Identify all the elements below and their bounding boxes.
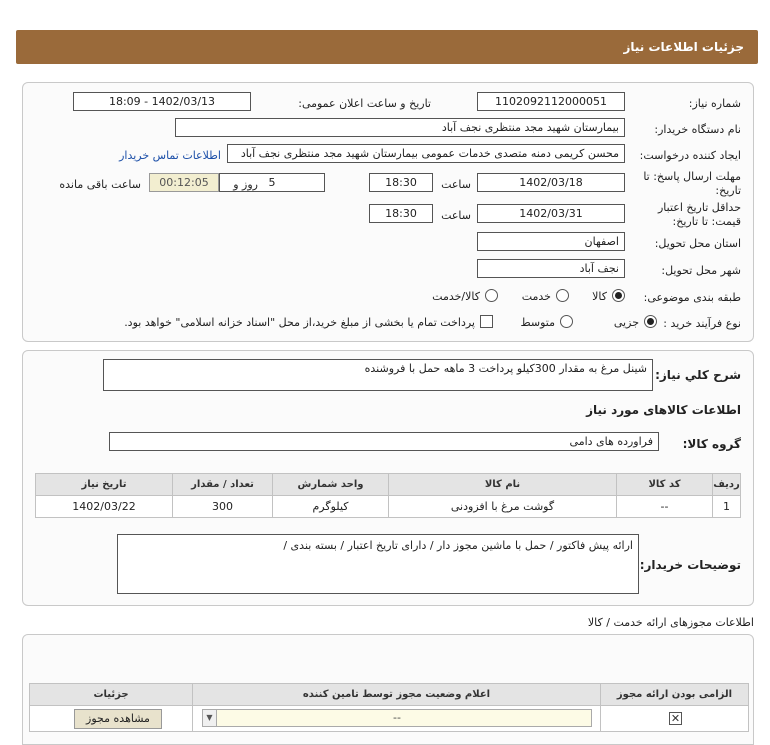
creator-field: محسن کریمی دمنه متصدی خدمات عمومی بیمارستان شهید مجد منتظری نجف آباد xyxy=(227,144,625,163)
permit-status-select[interactable] xyxy=(202,709,592,727)
cell-code: -- xyxy=(617,496,713,518)
announce-label: تاریخ و ساعت اعلان عمومی: xyxy=(298,97,431,110)
cell-date: 1402/03/22 xyxy=(36,496,173,518)
days-field: 5 xyxy=(219,173,325,192)
validity-time-label: ساعت xyxy=(441,209,471,222)
permits-title: اطلاعات مجوزهای ارائه خدمت / کالا xyxy=(587,616,754,629)
table-row xyxy=(36,496,741,518)
permit-required-checkbox[interactable]: ✕ xyxy=(670,712,681,725)
col-quantity: تعداد / مقدار xyxy=(173,474,273,496)
goods-group-field: فراورده های دامی xyxy=(109,432,659,451)
deadline-time-label: ساعت xyxy=(441,178,471,191)
need-number-field: 1102092112000051 xyxy=(477,92,625,111)
deadline-date-field: 1402/03/18 xyxy=(477,173,625,192)
goods-table xyxy=(35,473,741,518)
creator-label: ایجاد کننده درخواست: xyxy=(639,149,741,162)
buyer-notes-field: ارائه پیش فاکتور / حمل با ماشین مجوز دار / دارای تاریخ اعتبار / بسته بندی / xyxy=(117,534,639,594)
summary-panel xyxy=(22,350,754,606)
days-label: روز و xyxy=(233,178,258,191)
buyer-org-label: نام دستگاه خریدار: xyxy=(654,123,741,136)
col-permit-status: اعلام وضعیت مجوز توسط تامین کننده xyxy=(193,684,601,706)
need-info-panel xyxy=(22,82,754,342)
category-label: طبقه بندی موضوعی: xyxy=(643,291,741,304)
col-unit: واحد شمارش xyxy=(273,474,389,496)
treasury-payment-checkbox[interactable] xyxy=(480,315,493,328)
permit-status-value: -- xyxy=(393,711,401,724)
treasury-payment-note: پرداخت تمام یا بخشی از مبلغ خرید،از محل "اسناد خزانه اسلامی" خواهد بود. xyxy=(124,316,475,329)
process-label: نوع فرآیند خرید : xyxy=(663,317,741,330)
permit-status-cell xyxy=(193,706,601,732)
process-option-medium: متوسط xyxy=(520,316,555,329)
permit-details-cell xyxy=(30,706,193,732)
validity-date-field: 1402/03/31 xyxy=(477,204,625,223)
permit-row xyxy=(30,706,749,732)
city-field: نجف آباد xyxy=(477,259,625,278)
deadline-label: مهلت ارسال پاسخ: تا xyxy=(643,170,741,183)
cell-row: 1 xyxy=(713,496,741,518)
col-date: تاریخ نیاز xyxy=(36,474,173,496)
col-permit-required: الزامی بودن ارائه مجوز xyxy=(601,684,749,706)
col-name: نام کالا xyxy=(389,474,617,496)
cell-quantity: 300 xyxy=(173,496,273,518)
col-code: کد کالا xyxy=(617,474,713,496)
remaining-time-field: 00:12:05 xyxy=(149,173,219,192)
announce-field: 1402/03/13 - 18:09 xyxy=(73,92,251,111)
permits-panel xyxy=(22,634,754,745)
deadline-label-2: تاریخ: xyxy=(715,184,741,197)
category-radio-both[interactable] xyxy=(485,289,498,302)
remaining-label: ساعت باقی مانده xyxy=(59,178,141,191)
category-radio-service[interactable] xyxy=(556,289,569,302)
col-permit-details: جزئیات xyxy=(30,684,193,706)
category-radio-goods[interactable] xyxy=(612,289,625,302)
contact-buyer-link[interactable]: اطلاعات تماس خریدار xyxy=(119,149,221,162)
col-row: ردیف xyxy=(713,474,741,496)
process-radio-minor[interactable] xyxy=(644,315,657,328)
page-header xyxy=(16,30,758,64)
permits-table-header xyxy=(30,684,749,706)
validity-time-field: 18:30 xyxy=(369,204,433,223)
view-permit-button[interactable]: مشاهده مجوز xyxy=(74,709,162,729)
cell-unit: کیلوگرم xyxy=(273,496,389,518)
goods-table-header xyxy=(36,474,741,496)
validity-label-2: قیمت: تا تاریخ: xyxy=(672,215,741,228)
process-radio-medium[interactable] xyxy=(560,315,573,328)
permit-required-cell xyxy=(601,706,749,732)
buyer-notes-label: توضیحات خریدار: xyxy=(639,558,741,572)
page-title: جزئیات اطلاعات نیاز xyxy=(623,40,744,54)
need-number-label: شماره نیاز: xyxy=(688,97,741,110)
validity-label: حداقل تاریخ اعتبار xyxy=(657,201,741,214)
permits-table xyxy=(29,683,749,732)
general-desc-field: شینل مرغ به مقدار 300کیلو پرداخت 3 ماهه حمل با فروشنده xyxy=(103,359,653,391)
goods-group-label: گروه کالا: xyxy=(682,437,741,451)
general-desc-label: شرح كلي نياز: xyxy=(655,368,741,382)
category-option-goods: کالا xyxy=(592,290,607,303)
city-label: شهر محل تحویل: xyxy=(661,264,741,277)
category-option-service: خدمت xyxy=(521,290,551,303)
deadline-time-field: 18:30 xyxy=(369,173,433,192)
goods-info-title: اطلاعات کالاهای مورد نیاز xyxy=(586,403,741,417)
province-label: استان محل تحویل: xyxy=(654,237,741,250)
buyer-org-field: بیمارستان شهید مجد منتظری نجف آباد xyxy=(175,118,625,137)
category-option-both: کالا/خدمت xyxy=(432,290,480,303)
province-field: اصفهان xyxy=(477,232,625,251)
chevron-down-icon[interactable]: ▼ xyxy=(203,710,217,726)
process-option-minor: جزیی xyxy=(613,316,639,329)
cell-name: گوشت مرغ با افزودنی xyxy=(389,496,617,518)
